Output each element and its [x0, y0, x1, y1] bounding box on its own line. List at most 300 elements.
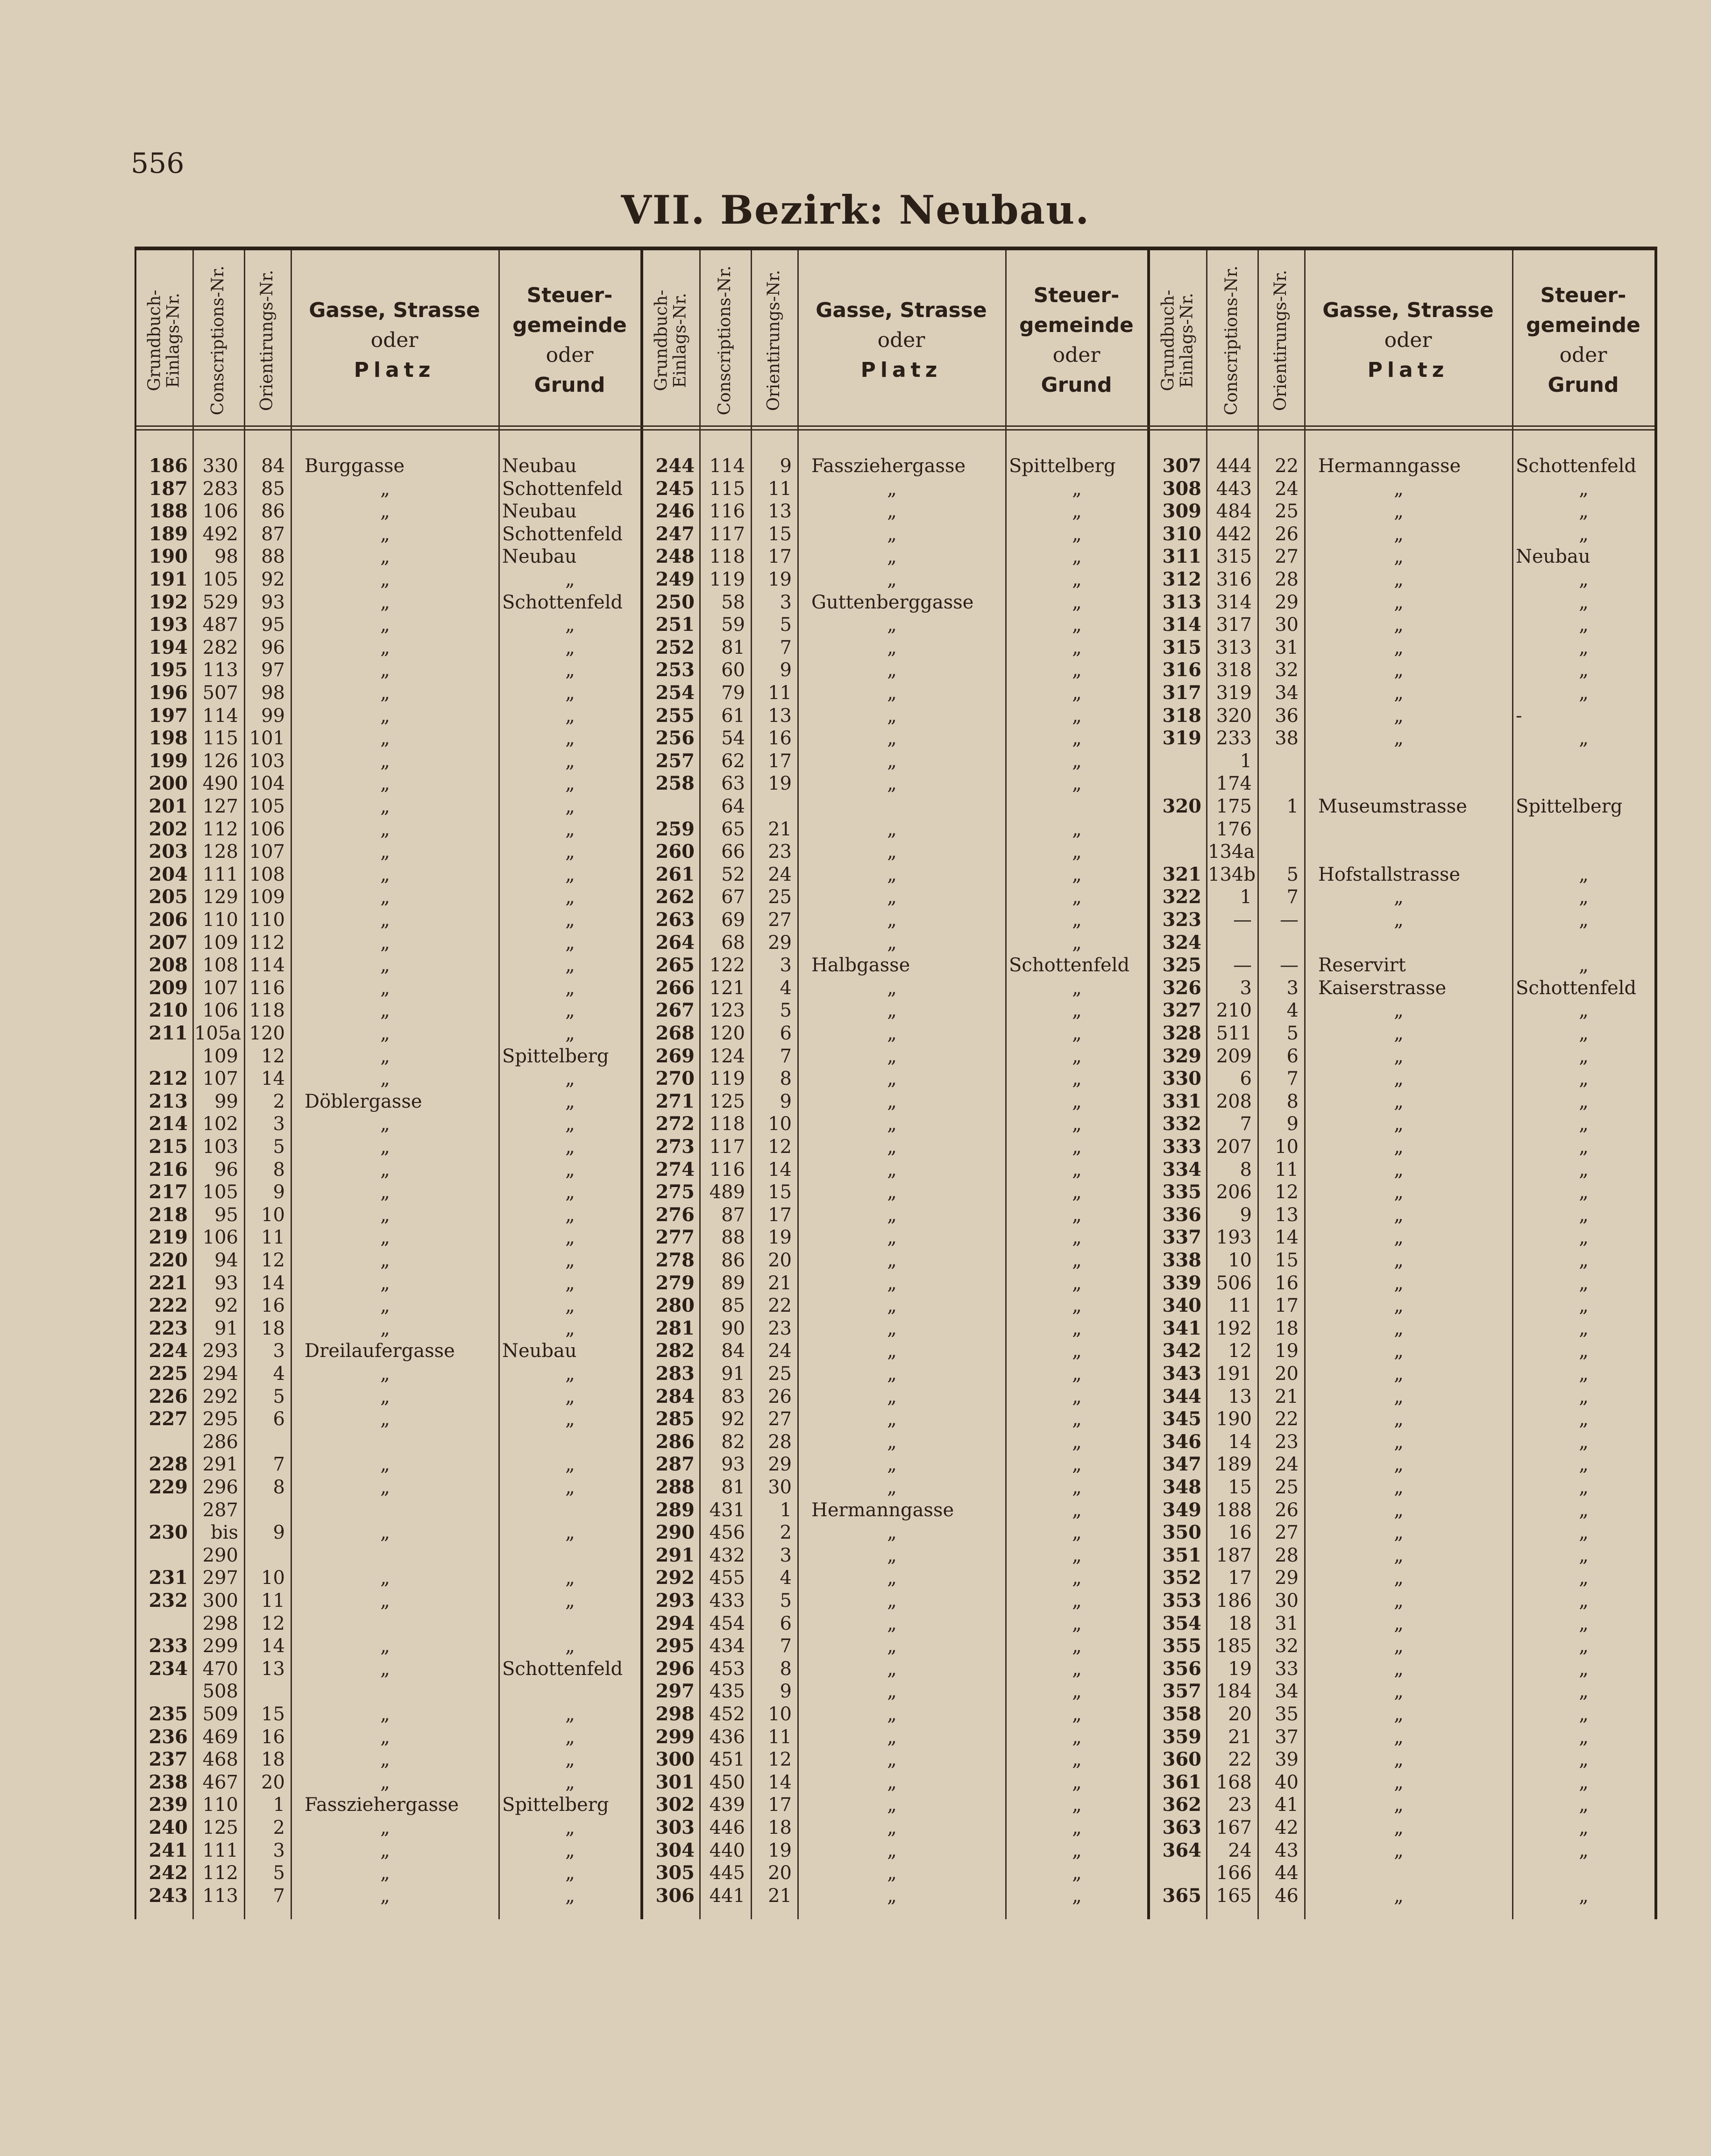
grundbuch-nr: 301 — [655, 1771, 695, 1793]
grundbuch-nr: 263 — [655, 909, 695, 931]
steuergemeinde: Spittelberg — [1009, 455, 1116, 477]
gasse-name: „ — [380, 1272, 390, 1294]
orientirungs-nr: 15 — [768, 1181, 792, 1203]
grundbuch-nr: 210 — [149, 999, 188, 1022]
header-steuer-line: Grund — [1548, 373, 1619, 397]
orientirungs-nr: 43 — [1275, 1839, 1299, 1861]
header-conscriptions-label: Conscriptions-Nr. — [715, 265, 735, 416]
orientirungs-nr: 22 — [768, 1295, 792, 1317]
steuergemeinde: „ — [1072, 1862, 1082, 1884]
grundbuch-nr: 277 — [655, 1226, 695, 1249]
steuergemeinde: „ — [565, 1771, 575, 1793]
orientirungs-nr: 16 — [261, 1295, 285, 1317]
conscriptions-nr: 165 — [1216, 1885, 1252, 1907]
conscriptions-nr: 11 — [1228, 1295, 1252, 1317]
grundbuch-nr: 219 — [149, 1226, 188, 1249]
gasse-name: Burggasse — [305, 455, 405, 477]
header-steuer-line: gemeinde — [512, 313, 627, 337]
steuergemeinde: „ — [1072, 1227, 1082, 1249]
steuergemeinde: „ — [1579, 1681, 1589, 1703]
conscriptions-nr: 12 — [1228, 1340, 1252, 1362]
orientirungs-nr: 46 — [1275, 1885, 1299, 1907]
conscriptions-nr: 233 — [1216, 728, 1252, 749]
steuergemeinde: „ — [1072, 1045, 1082, 1067]
orientirungs-nr: 23 — [768, 841, 792, 863]
orientirungs-nr: 12 — [261, 1045, 285, 1067]
steuergemeinde: „ — [1072, 1317, 1082, 1339]
orientirungs-nr: 95 — [261, 614, 285, 636]
conscriptions-nr: 118 — [709, 546, 745, 568]
orientirungs-nr: 30 — [768, 1477, 792, 1498]
header-steuer-line: oder — [546, 343, 594, 367]
steuergemeinde: „ — [1579, 1204, 1589, 1226]
grundbuch-nr: 193 — [149, 614, 188, 636]
steuergemeinde: Neubau — [1516, 546, 1590, 568]
grundbuch-nr: 194 — [149, 636, 188, 658]
orientirungs-nr: 24 — [768, 863, 792, 885]
orientirungs-nr: 11 — [261, 1227, 285, 1249]
conscriptions-nr: 82 — [721, 1431, 745, 1453]
steuergemeinde: „ — [565, 1704, 575, 1725]
grundbuch-nr: 200 — [149, 772, 188, 795]
steuergemeinde: „ — [1072, 728, 1082, 749]
gasse-name: „ — [887, 1635, 897, 1657]
steuergemeinde: „ — [1072, 1477, 1082, 1498]
conscriptions-nr: 127 — [202, 796, 238, 817]
grundbuch-nr: 246 — [655, 500, 695, 523]
orientirungs-nr: 20 — [1275, 1363, 1299, 1385]
orientirungs-nr: 19 — [768, 569, 792, 590]
grundbuch-nr: 363 — [1162, 1817, 1201, 1838]
conscriptions-nr: 52 — [721, 863, 745, 885]
grundbuch-nr: 292 — [655, 1567, 695, 1589]
conscriptions-nr: 16 — [1228, 1522, 1252, 1544]
conscriptions-nr: 122 — [709, 954, 745, 976]
orientirungs-nr: 10 — [261, 1567, 285, 1589]
steuergemeinde: Schottenfeld — [502, 591, 623, 613]
orientirungs-nr: 7 — [1286, 1068, 1299, 1090]
steuergemeinde: „ — [1579, 682, 1589, 704]
grundbuch-nr: 311 — [1162, 545, 1201, 568]
header-orientirungs — [244, 254, 291, 427]
steuergemeinde: „ — [1072, 750, 1082, 772]
orientirungs-nr: 27 — [1275, 1522, 1299, 1544]
conscriptions-nr: 98 — [214, 546, 238, 568]
gasse-name: „ — [1394, 1635, 1404, 1657]
gasse-name: „ — [1394, 1408, 1404, 1430]
orientirungs-nr: 12 — [1275, 1181, 1299, 1203]
steuergemeinde: „ — [1072, 1612, 1082, 1634]
conscriptions-nr: 469 — [202, 1726, 238, 1748]
steuergemeinde: „ — [565, 1000, 575, 1022]
gasse-name: „ — [887, 478, 897, 500]
grundbuch-nr: 229 — [149, 1476, 188, 1498]
grundbuch-nr: 213 — [149, 1090, 188, 1112]
gasse-name: „ — [380, 1862, 390, 1884]
steuergemeinde: „ — [1072, 1113, 1082, 1135]
conscriptions-nr: 117 — [709, 1136, 745, 1158]
conscriptions-nr: 443 — [1216, 478, 1252, 500]
gasse-name: „ — [887, 1023, 897, 1044]
gasse-name: „ — [1394, 523, 1404, 545]
grundbuch-nr: 338 — [1162, 1249, 1201, 1271]
gasse-name: „ — [1394, 1726, 1404, 1748]
conscriptions-nr: 67 — [721, 886, 745, 908]
gasse-name: Halbgasse — [811, 954, 910, 976]
steuergemeinde: „ — [1579, 1113, 1589, 1135]
grundbuch-nr: 218 — [149, 1203, 188, 1226]
orientirungs-nr: 14 — [261, 1068, 285, 1090]
steuergemeinde: „ — [1072, 1794, 1082, 1816]
header-gasse-line: Gasse, Strasse — [1322, 298, 1494, 322]
grundbuch-nr: 228 — [149, 1453, 188, 1476]
conscriptions-nr: 109 — [202, 1045, 238, 1067]
steuergemeinde: „ — [1072, 1522, 1082, 1544]
conscriptions-nr: 298 — [202, 1612, 238, 1634]
conscriptions-nr: 95 — [214, 1204, 238, 1226]
steuergemeinde: „ — [1072, 636, 1082, 658]
gasse-name: „ — [380, 659, 390, 681]
gasse-name: „ — [887, 705, 897, 727]
conscriptions-nr: 291 — [202, 1454, 238, 1476]
conscriptions-nr: 90 — [721, 1317, 745, 1339]
grundbuch-nr: 198 — [149, 727, 188, 749]
grundbuch-nr: 346 — [1162, 1430, 1201, 1453]
orientirungs-nr: 3 — [273, 1113, 285, 1135]
steuergemeinde: „ — [1579, 1704, 1589, 1725]
gasse-name: Museumstrasse — [1318, 796, 1467, 817]
steuergemeinde: „ — [1072, 863, 1082, 885]
gasse-name: „ — [380, 1204, 390, 1226]
column-divider — [1005, 250, 1007, 1919]
orientirungs-nr: 39 — [1275, 1749, 1299, 1771]
orientirungs-nr: 87 — [261, 523, 285, 545]
orientirungs-nr: 25 — [1275, 501, 1299, 523]
orientirungs-nr: 35 — [1275, 1704, 1299, 1725]
conscriptions-nr: 20 — [1228, 1704, 1252, 1725]
steuergemeinde: „ — [1579, 909, 1589, 931]
grundbuch-nr: 204 — [149, 863, 188, 885]
header-conscriptions — [699, 254, 751, 427]
orientirungs-nr: 30 — [1275, 1590, 1299, 1612]
steuergemeinde: Neubau — [502, 501, 577, 523]
header-gasse-line: oder — [1384, 328, 1432, 352]
conscriptions-nr: 210 — [1216, 1000, 1252, 1022]
grundbuch-nr: 308 — [1162, 477, 1201, 500]
page-number: 556 — [131, 147, 185, 180]
steuergemeinde: „ — [1579, 1045, 1589, 1067]
steuergemeinde: „ — [1072, 1590, 1082, 1612]
steuergemeinde: „ — [1579, 636, 1589, 658]
orientirungs-nr: 9 — [273, 1181, 285, 1203]
steuergemeinde: „ — [565, 1635, 575, 1657]
gasse-name: „ — [887, 863, 897, 885]
conscriptions-nr: 87 — [721, 1204, 745, 1226]
grundbuch-nr: 289 — [655, 1499, 695, 1521]
orientirungs-nr: 26 — [1275, 523, 1299, 545]
gasse-name: „ — [380, 1817, 390, 1838]
orientirungs-nr: 16 — [1275, 1272, 1299, 1294]
conscriptions-nr: 111 — [202, 863, 238, 885]
grundbuch-nr: 232 — [149, 1590, 188, 1612]
steuergemeinde: „ — [1579, 569, 1589, 590]
conscriptions-nr: 85 — [721, 1295, 745, 1317]
gasse-name: „ — [887, 1159, 897, 1180]
gasse-name: „ — [380, 705, 390, 727]
gasse-name: „ — [887, 977, 897, 999]
grundbuch-nr: 333 — [1162, 1136, 1201, 1158]
grundbuch-nr: 297 — [655, 1680, 695, 1703]
grundbuch-nr: 318 — [1162, 704, 1201, 727]
steuergemeinde: „ — [1579, 1839, 1589, 1861]
grundbuch-nr: 220 — [149, 1249, 188, 1271]
header-grundbuch — [643, 254, 699, 427]
gasse-name: „ — [887, 932, 897, 954]
gasse-name: Kaiserstrasse — [1318, 977, 1447, 999]
gasse-name: „ — [1394, 1658, 1404, 1680]
steuergemeinde: „ — [1579, 1658, 1589, 1680]
column-divider — [1512, 250, 1513, 1919]
grundbuch-nr: 230 — [149, 1521, 188, 1544]
conscriptions-nr: 193 — [1216, 1227, 1252, 1249]
gasse-name: „ — [887, 841, 897, 863]
orientirungs-nr: 10 — [768, 1113, 792, 1135]
steuergemeinde: „ — [1579, 1612, 1589, 1634]
conscriptions-nr: 10 — [1228, 1250, 1252, 1271]
header-grundbuch-label: Grundbuch- Einlags-Nr. — [1159, 290, 1197, 391]
conscriptions-nr: 433 — [709, 1590, 745, 1612]
grundbuch-nr: 249 — [655, 568, 695, 590]
conscriptions-nr: 175 — [1216, 796, 1252, 817]
orientirungs-nr: 103 — [249, 750, 285, 772]
grundbuch-nr: 245 — [655, 477, 695, 500]
gasse-name: „ — [1394, 478, 1404, 500]
orientirungs-nr: 19 — [768, 1227, 792, 1249]
orientirungs-nr: 24 — [1275, 478, 1299, 500]
conscriptions-nr: 121 — [709, 977, 745, 999]
steuergemeinde: „ — [565, 682, 575, 704]
steuergemeinde: „ — [1072, 705, 1082, 727]
grundbuch-nr: 222 — [149, 1294, 188, 1317]
gasse-name: „ — [887, 1771, 897, 1793]
conscriptions-nr: 128 — [202, 841, 238, 863]
orientirungs-nr: 31 — [1275, 636, 1299, 658]
gasse-name: „ — [887, 728, 897, 749]
steuergemeinde: „ — [1579, 1567, 1589, 1589]
steuergemeinde: „ — [1072, 1295, 1082, 1317]
gasse-name: „ — [1394, 501, 1404, 523]
orientirungs-nr: 2 — [780, 1522, 792, 1544]
grundbuch-nr: 296 — [655, 1657, 695, 1680]
orientirungs-nr: 5 — [1286, 1023, 1299, 1044]
grundbuch-nr: 197 — [149, 704, 188, 727]
gasse-name: „ — [380, 1839, 390, 1861]
grundbuch-nr: 313 — [1162, 591, 1201, 613]
grundbuch-nr: 236 — [149, 1725, 188, 1748]
grundbuch-nr: 350 — [1162, 1521, 1201, 1544]
column-divider — [291, 250, 292, 1919]
grundbuch-nr: 309 — [1162, 500, 1201, 523]
conscriptions-nr: 15 — [1228, 1477, 1252, 1498]
conscriptions-nr: 316 — [1216, 569, 1252, 590]
gasse-name: Fassziehergasse — [305, 1794, 459, 1816]
conscriptions-nr: 60 — [721, 659, 745, 681]
grundbuch-nr: 270 — [655, 1067, 695, 1090]
gasse-name: „ — [380, 1635, 390, 1657]
grundbuch-nr: 199 — [149, 749, 188, 772]
conscriptions-nr: 102 — [202, 1113, 238, 1135]
conscriptions-nr: 93 — [721, 1454, 745, 1476]
header-gasse-line: Platz — [860, 358, 942, 382]
grundbuch-nr: 233 — [149, 1635, 188, 1657]
steuergemeinde: „ — [565, 750, 575, 772]
grundbuch-nr: 224 — [149, 1340, 188, 1362]
steuergemeinde: „ — [1072, 1681, 1082, 1703]
conscriptions-nr: 105 — [202, 1181, 238, 1203]
conscriptions-nr: 69 — [721, 909, 745, 931]
orientirungs-nr: 18 — [261, 1317, 285, 1339]
gasse-name: „ — [380, 841, 390, 863]
orientirungs-nr: 1 — [273, 1794, 285, 1816]
orientirungs-nr: 25 — [768, 886, 792, 908]
conscriptions-nr: 188 — [1216, 1499, 1252, 1521]
gasse-name: „ — [380, 818, 390, 840]
steuergemeinde: „ — [565, 1839, 575, 1861]
conscriptions-nr: 168 — [1216, 1771, 1252, 1793]
orientirungs-nr: 86 — [261, 501, 285, 523]
column-divider — [1257, 250, 1259, 1919]
grundbuch-nr: 332 — [1162, 1113, 1201, 1135]
grundbuch-nr: 355 — [1162, 1635, 1201, 1657]
grundbuch-nr: 268 — [655, 1022, 695, 1044]
gasse-name: Reservirt — [1318, 954, 1406, 976]
gasse-name: „ — [887, 773, 897, 795]
steuergemeinde: „ — [1579, 1317, 1589, 1339]
gasse-name: „ — [380, 1749, 390, 1771]
conscriptions-nr: 187 — [1216, 1544, 1252, 1566]
gasse-name: „ — [887, 1113, 897, 1135]
conscriptions-nr: 313 — [1216, 636, 1252, 658]
orientirungs-nr: 27 — [768, 909, 792, 931]
steuergemeinde: „ — [565, 1590, 575, 1612]
grundbuch-nr: 241 — [149, 1839, 188, 1861]
steuergemeinde: „ — [565, 1159, 575, 1180]
steuergemeinde: „ — [565, 659, 575, 681]
steuergemeinde: Schottenfeld — [502, 1658, 623, 1680]
conscriptions-nr: 456 — [709, 1522, 745, 1544]
conscriptions-nr: 126 — [202, 750, 238, 772]
gasse-name: „ — [1394, 591, 1404, 613]
grundbuch-nr: 291 — [655, 1544, 695, 1566]
steuergemeinde: „ — [565, 1522, 575, 1544]
gasse-name: „ — [380, 1658, 390, 1680]
conscriptions-nr: 124 — [709, 1045, 745, 1067]
gasse-name: „ — [887, 909, 897, 931]
conscriptions-nr: 89 — [721, 1272, 745, 1294]
grundbuch-nr: 343 — [1162, 1363, 1201, 1385]
gasse-name: „ — [380, 1295, 390, 1317]
conscriptions-nr: 206 — [1216, 1181, 1252, 1203]
orientirungs-nr: 99 — [261, 705, 285, 727]
gasse-name: „ — [380, 728, 390, 749]
steuergemeinde: „ — [1072, 523, 1082, 545]
conscriptions-nr: 119 — [709, 569, 745, 590]
steuergemeinde: „ — [565, 1317, 575, 1339]
gasse-name: „ — [1394, 614, 1404, 636]
steuergemeinde: Neubau — [502, 455, 577, 477]
conscriptions-nr: 300 — [202, 1590, 238, 1612]
gasse-name: „ — [380, 1250, 390, 1271]
orientirungs-nr: 112 — [249, 932, 285, 954]
orientirungs-nr: 15 — [768, 523, 792, 545]
orientirungs-nr: 8 — [1286, 1090, 1299, 1112]
grundbuch-nr: 316 — [1162, 659, 1201, 681]
gasse-name: „ — [380, 909, 390, 931]
orientirungs-nr: 6 — [780, 1612, 792, 1634]
steuergemeinde: „ — [1072, 1023, 1082, 1044]
grundbuch-nr: 331 — [1162, 1090, 1201, 1112]
conscriptions-nr: 207 — [1216, 1136, 1252, 1158]
grundbuch-nr: 190 — [149, 545, 188, 568]
header-gasse-line: Gasse, Strasse — [816, 298, 987, 322]
gasse-name: „ — [887, 1612, 897, 1634]
conscriptions-nr: 107 — [202, 977, 238, 999]
conscriptions-nr: 431 — [709, 1499, 745, 1521]
steuergemeinde: „ — [1072, 478, 1082, 500]
group-divider — [1147, 250, 1150, 1919]
gasse-name: „ — [380, 1000, 390, 1022]
grundbuch-nr: 237 — [149, 1748, 188, 1771]
conscriptions-nr: 444 — [1216, 455, 1252, 477]
steuergemeinde: „ — [565, 1090, 575, 1112]
conscriptions-nr: 1 — [1240, 750, 1252, 772]
gasse-name: „ — [380, 977, 390, 999]
grundbuch-nr: 317 — [1162, 682, 1201, 704]
steuergemeinde: „ — [1579, 1000, 1589, 1022]
conscriptions-nr: 192 — [1216, 1317, 1252, 1339]
conscriptions-nr: 115 — [202, 728, 238, 749]
grundbuch-nr: 235 — [149, 1703, 188, 1725]
gasse-name: „ — [380, 523, 390, 545]
steuergemeinde: „ — [565, 1023, 575, 1044]
orientirungs-nr: 29 — [1275, 591, 1299, 613]
orientirungs-nr: — — [1280, 954, 1299, 976]
conscriptions-nr: 451 — [709, 1749, 745, 1771]
steuergemeinde: „ — [565, 1250, 575, 1271]
gasse-name: „ — [887, 1181, 897, 1203]
conscriptions-nr: 65 — [721, 818, 745, 840]
gasse-name: „ — [380, 1023, 390, 1044]
orientirungs-nr: 13 — [261, 1658, 285, 1680]
conscriptions-nr: 490 — [202, 773, 238, 795]
grundbuch-nr: 290 — [655, 1521, 695, 1544]
gasse-name: „ — [380, 1068, 390, 1090]
steuergemeinde: „ — [1579, 1363, 1589, 1385]
grundbuch-nr: 344 — [1162, 1385, 1201, 1407]
gasse-name: „ — [1394, 1113, 1404, 1135]
steuergemeinde: „ — [1072, 1181, 1082, 1203]
gasse-name: „ — [887, 1272, 897, 1294]
header-gasse-line: Platz — [1367, 358, 1449, 382]
orientirungs-nr: 10 — [768, 1704, 792, 1725]
gasse-name: „ — [887, 659, 897, 681]
steuergemeinde: „ — [1072, 682, 1082, 704]
orientirungs-nr: 14 — [261, 1635, 285, 1657]
conscriptions-nr: 81 — [721, 636, 745, 658]
conscriptions-nr: 446 — [709, 1817, 745, 1838]
conscriptions-nr: 320 — [1216, 705, 1252, 727]
orientirungs-nr: 41 — [1275, 1794, 1299, 1816]
